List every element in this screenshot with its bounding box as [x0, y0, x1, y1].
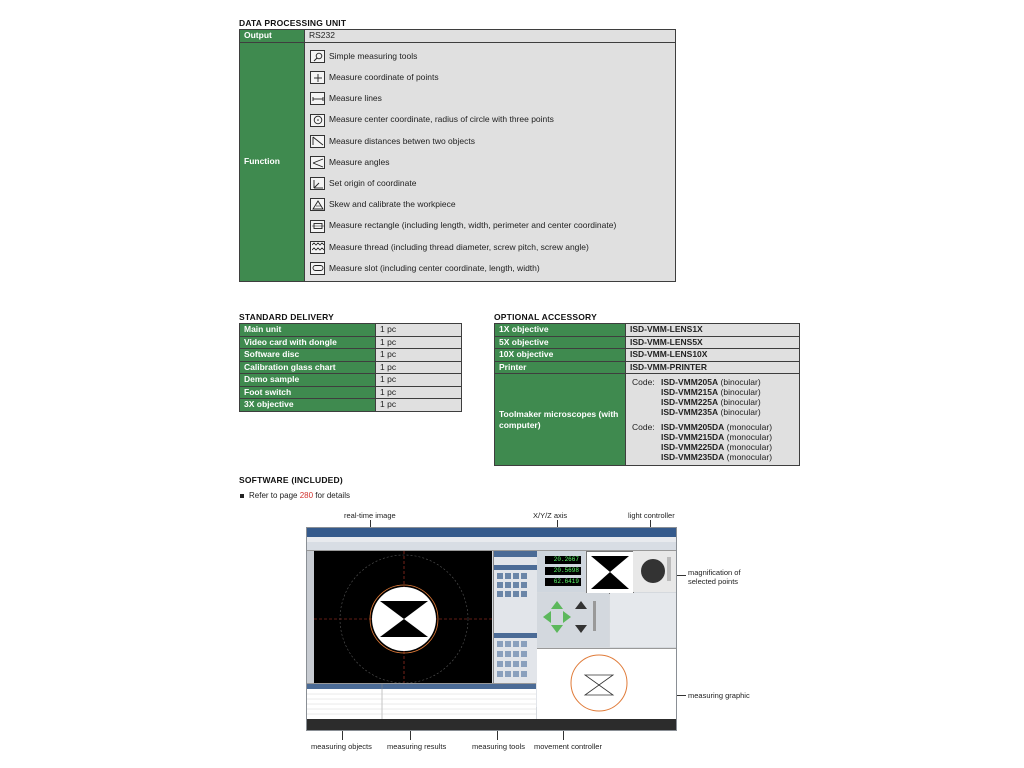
accessory-item: 10X objective — [495, 349, 626, 362]
dpu-table — [239, 29, 676, 282]
y-axis-readout: 20.5698 — [545, 567, 581, 575]
skew-icon — [310, 198, 325, 211]
function-list-cell — [305, 42, 676, 281]
measuring-graphic-panel — [537, 648, 676, 719]
model-type: (binocular) — [720, 397, 761, 407]
model-code: ISD-VMM215DA — [661, 432, 725, 442]
model-type: (binocular) — [720, 387, 761, 397]
function-item — [310, 131, 673, 152]
code-row — [632, 387, 795, 397]
refer-note — [240, 491, 350, 500]
x-axis-readout: 20.2667 — [545, 556, 581, 564]
delivery-item: 3X objective — [240, 399, 376, 412]
delivery-qty: 1 pc — [376, 336, 462, 349]
accessory-item: 1X objective — [495, 324, 626, 337]
optional-accessory-table — [494, 323, 800, 466]
code-row — [632, 377, 795, 387]
movement-controller-panel — [537, 593, 609, 647]
accessory-code: ISD-VMM-LENS5X — [626, 336, 800, 349]
measuring-objects-results-panel — [307, 683, 536, 719]
table-row — [240, 324, 462, 337]
refer-suffix: for details — [313, 491, 350, 500]
code-block — [630, 374, 795, 465]
rectangle-icon — [310, 220, 325, 233]
model-type: (monocular) — [726, 432, 773, 442]
model-type: (monocular) — [726, 442, 773, 452]
standard-delivery-table — [239, 323, 462, 412]
function-text: Measure angles — [329, 156, 390, 167]
table-row — [495, 349, 800, 362]
circle-icon — [310, 114, 325, 127]
code-prefix — [632, 432, 661, 442]
model-code: ISD-VMM205A — [661, 377, 719, 387]
callout-objects: measuring objects — [311, 742, 372, 751]
slot-icon — [310, 262, 325, 275]
standard-delivery-title: STANDARD DELIVERY — [239, 312, 335, 322]
light-dial — [633, 551, 676, 592]
callout-xyz: X/Y/Z axis — [533, 511, 568, 520]
callout-graphic: measuring graphic — [688, 691, 750, 700]
code-prefix — [632, 387, 661, 397]
output-label: Output — [240, 30, 305, 43]
table-row — [240, 42, 676, 281]
function-list — [305, 44, 675, 279]
model-code: ISD-VMM205DA — [661, 422, 725, 432]
model-type: (binocular) — [720, 407, 761, 417]
model-code: ISD-VMM235DA — [661, 452, 725, 462]
callout-realtime: real-time image — [344, 511, 396, 520]
function-item — [310, 258, 673, 279]
software-screenshot — [306, 527, 677, 731]
table-row — [240, 374, 462, 387]
software-title: SOFTWARE (INCLUDED) — [239, 475, 343, 485]
callout-light: light controller — [628, 511, 675, 520]
function-text: Simple measuring tools — [329, 50, 418, 61]
movement-arrows — [537, 593, 609, 647]
window-titlebar — [307, 528, 676, 537]
callout-tools: measuring tools — [472, 742, 525, 751]
code-row — [632, 397, 795, 407]
table-row — [240, 361, 462, 374]
accessory-code: ISD-VMM-LENS10X — [626, 349, 800, 362]
distance-icon — [310, 135, 325, 148]
refer-page-link[interactable]: 280 — [299, 491, 314, 500]
delivery-item: Demo sample — [240, 374, 376, 387]
code-row — [632, 407, 795, 417]
measuring-graphic — [537, 649, 676, 719]
settings-panel — [610, 593, 676, 647]
delivery-qty: 1 pc — [376, 399, 462, 412]
z-axis-readout: 62.6419 — [545, 578, 581, 586]
model-type: (monocular) — [726, 422, 773, 432]
function-text: Measure distances betwen two objects — [329, 135, 475, 146]
model-type: (monocular) — [726, 452, 773, 462]
function-item — [310, 237, 673, 258]
code-prefix — [632, 442, 661, 452]
toolmaker-label: Toolmaker microscopes (with computer) — [495, 374, 626, 466]
model-code: ISD-VMM225A — [661, 397, 719, 407]
origin-icon — [310, 177, 325, 190]
status-bar — [307, 719, 676, 730]
code-row — [632, 422, 795, 432]
function-text: Set origin of coordinate — [329, 177, 417, 188]
model-code: ISD-VMM235A — [661, 407, 719, 417]
function-item — [310, 46, 673, 67]
accessory-item: Printer — [495, 361, 626, 374]
delivery-item: Foot switch — [240, 386, 376, 399]
callout-movement: movement controller — [534, 742, 602, 751]
function-text: Measure thread (including thread diameter, screw pitch, screw angle) — [329, 241, 589, 252]
function-text: Measure center coordinate, radius of circle with three points — [329, 114, 554, 125]
magnification-image — [587, 552, 633, 593]
code-prefix — [632, 452, 661, 462]
delivery-qty: 1 pc — [376, 386, 462, 399]
code-prefix — [632, 397, 661, 407]
refer-prefix: Refer to page — [249, 491, 300, 500]
table-row — [495, 324, 800, 337]
dpu-title: DATA PROCESSING UNIT — [239, 18, 347, 28]
output-value: RS232 — [305, 30, 676, 43]
delivery-qty: 1 pc — [376, 349, 462, 362]
thread-icon — [310, 241, 325, 254]
function-item — [310, 194, 673, 215]
optional-accessory-title: OPTIONAL ACCESSORY — [494, 312, 597, 322]
code-row — [632, 442, 795, 452]
angle-icon — [310, 156, 325, 169]
magnification-panel — [586, 551, 634, 594]
accessory-code: ISD-VMM-LENS1X — [626, 324, 800, 337]
code-row — [632, 432, 795, 442]
code-row — [632, 452, 795, 462]
bullet-icon — [240, 494, 244, 498]
code-prefix: Code: — [632, 377, 655, 387]
table-row — [240, 30, 676, 43]
function-text: Measure rectangle (including length, width, perimeter and center coordinate) — [329, 220, 617, 231]
function-item — [310, 215, 673, 236]
magnifier-icon — [310, 50, 325, 63]
line-icon — [310, 92, 325, 105]
function-item — [310, 152, 673, 173]
model-type: (binocular) — [720, 377, 761, 387]
code-prefix — [632, 407, 661, 417]
results-grid — [307, 684, 536, 719]
function-text: Measure slot (including center coordinate, length, width) — [329, 262, 540, 273]
function-item — [310, 67, 673, 88]
table-row — [495, 361, 800, 374]
model-code: ISD-VMM225DA — [661, 442, 725, 452]
callout-magnification: magnification of selected points — [688, 568, 741, 586]
delivery-qty: 1 pc — [376, 374, 462, 387]
table-row — [495, 336, 800, 349]
model-code: ISD-VMM215A — [661, 387, 719, 397]
function-item — [310, 88, 673, 109]
function-text: Skew and calibrate the workpiece — [329, 199, 456, 210]
delivery-item: Video card with dongle — [240, 336, 376, 349]
point-icon — [310, 71, 325, 84]
light-controller-panel — [633, 551, 676, 592]
function-text: Measure coordinate of points — [329, 72, 439, 82]
table-row — [240, 399, 462, 412]
table-row — [240, 336, 462, 349]
toolbar — [307, 542, 676, 551]
accessory-code: ISD-VMM-PRINTER — [626, 361, 800, 374]
callout-results: measuring results — [387, 742, 447, 751]
table-row — [240, 349, 462, 362]
xyz-axis-panel — [537, 551, 585, 592]
delivery-item: Main unit — [240, 324, 376, 337]
table-row — [495, 374, 800, 466]
function-label: Function — [240, 42, 305, 281]
function-item — [310, 173, 673, 194]
accessory-item: 5X objective — [495, 336, 626, 349]
delivery-item: Calibration glass chart — [240, 361, 376, 374]
table-row — [240, 386, 462, 399]
code-prefix: Code: — [632, 422, 655, 432]
toolmaker-codes — [626, 374, 800, 466]
delivery-qty: 1 pc — [376, 324, 462, 337]
function-text: Measure lines — [329, 93, 382, 104]
delivery-item: Software disc — [240, 349, 376, 362]
delivery-qty: 1 pc — [376, 361, 462, 374]
function-item — [310, 110, 673, 131]
